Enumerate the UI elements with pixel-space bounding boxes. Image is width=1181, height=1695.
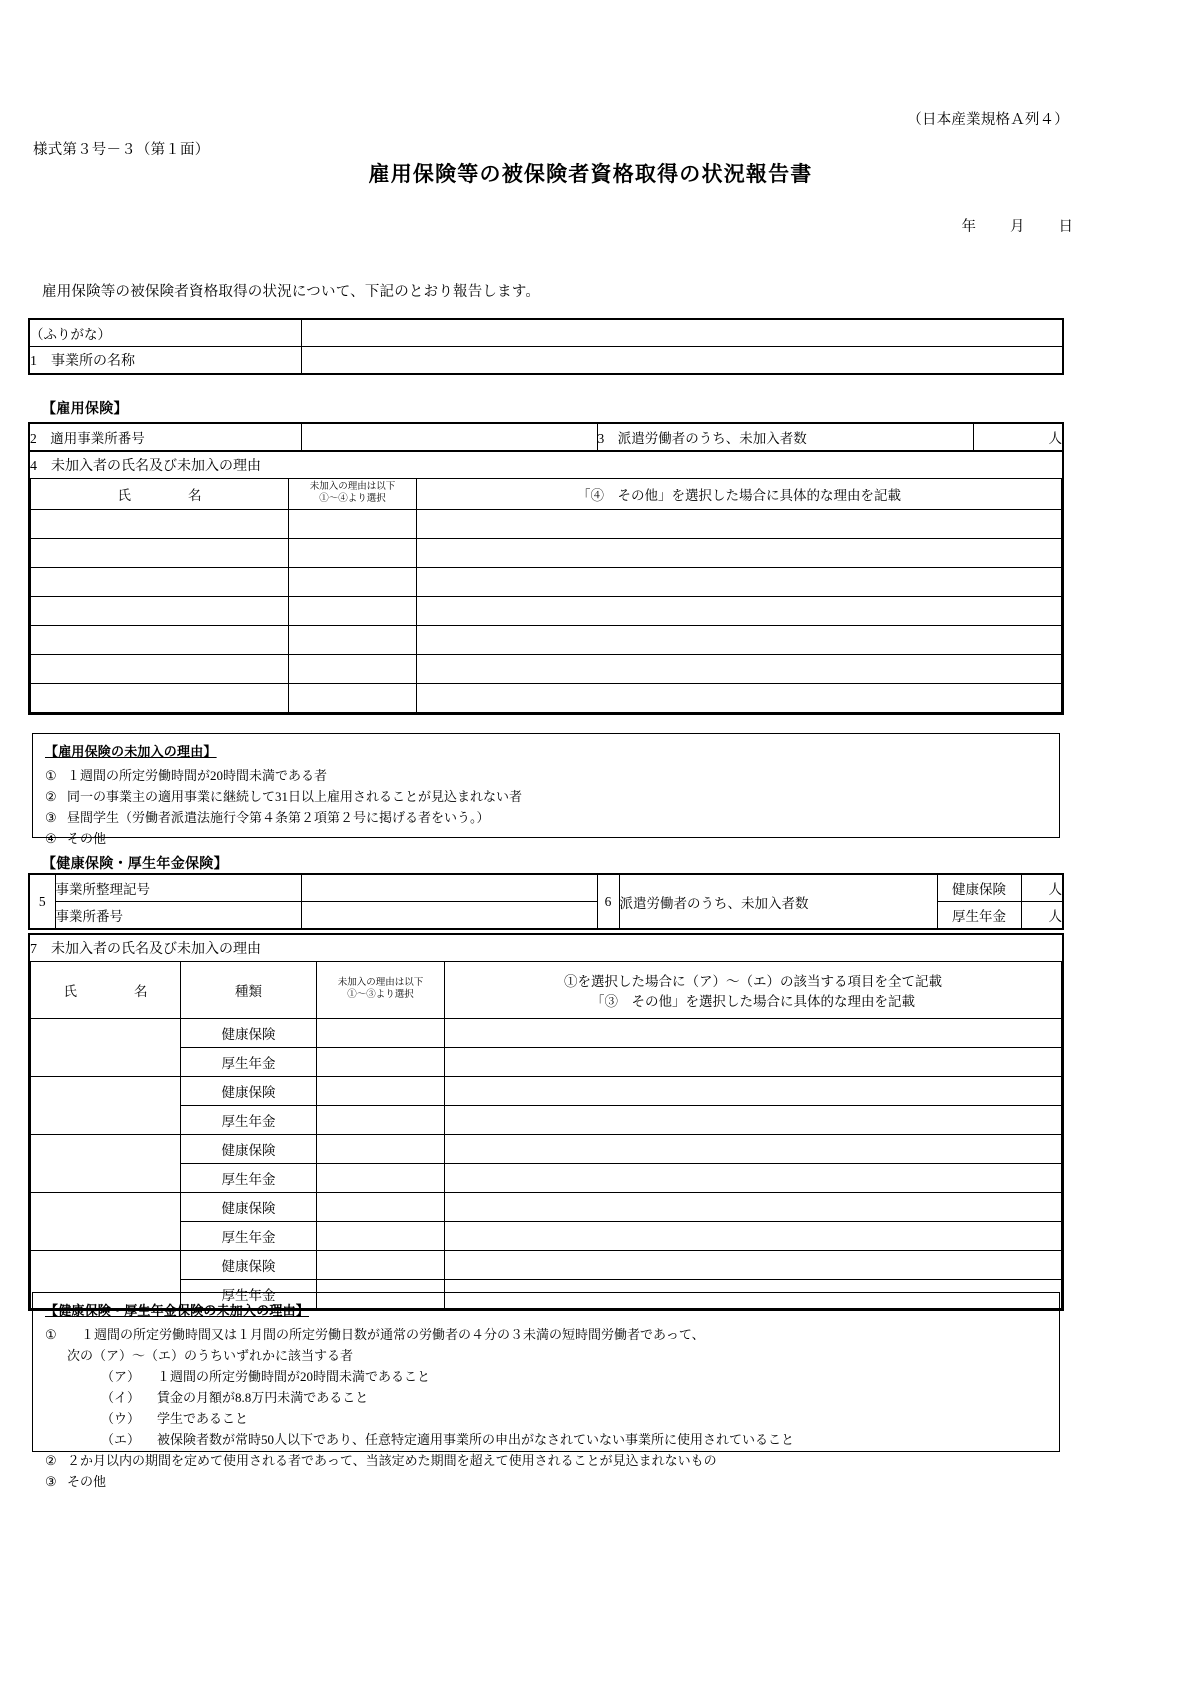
note-text: 次の（ア）～（エ）のうちいずれかに該当する者 — [67, 1348, 354, 1364]
row-name-input[interactable] — [31, 1019, 181, 1077]
note-text: 賃金の月額が8.8万円未満であること — [157, 1390, 369, 1406]
header-detail-line1: ①を選択した場合に（ア）～（エ）の該当する項目を全て記載 — [564, 974, 942, 989]
row-type-kosei: 厚生年金 — [181, 1280, 317, 1309]
item4-label: 4 未加入者の氏名及び未加入の理由 — [30, 459, 261, 474]
item5-number: 5 — [29, 874, 55, 929]
table-row — [31, 1222, 1062, 1251]
row-reason-input[interactable] — [289, 626, 417, 655]
note-text: １週間の所定労働時間が20時間未満であること — [157, 1369, 431, 1385]
row-detail-input[interactable] — [417, 597, 1062, 626]
note-text: １週間の所定労働時間又は１月間の所定労働日数が通常の労働者の４分の３未満の短時間労働者であって、 — [81, 1327, 705, 1342]
row-kosei-detail-input[interactable] — [445, 1222, 1062, 1251]
note-marker: （ウ） — [101, 1411, 141, 1427]
item5-seiri-input[interactable] — [301, 874, 597, 902]
note-item — [45, 1345, 1047, 1366]
health-pension-reasons-note — [32, 1292, 1060, 1490]
header-detail: 「④ その他」を選択した場合に具体的な理由を記載 — [417, 479, 1062, 510]
note-item — [45, 1429, 1047, 1450]
note-text: 昼間学生（労働者派遣法施行令第４条第２項第２号に掲げる者をいう。） — [67, 810, 490, 826]
row-kosei-reason-input[interactable] — [317, 1106, 445, 1135]
header-name: 氏 名 — [31, 962, 181, 1019]
row-type-kenko: 健康保険 — [181, 1019, 317, 1048]
item6-kosei-count-cell[interactable] — [1021, 902, 1063, 930]
row-kosei-reason-input[interactable] — [317, 1048, 445, 1077]
header-reason-code — [317, 962, 445, 1019]
table-row — [31, 1019, 1062, 1048]
row-reason-input[interactable] — [289, 510, 417, 539]
table-row — [31, 1106, 1062, 1135]
item6-kosei-unit: 人 — [1048, 909, 1062, 924]
table-row — [31, 1193, 1062, 1222]
note-marker: ③ — [45, 810, 57, 826]
row-detail-input[interactable] — [417, 684, 1062, 713]
furigana-label: （ふりがな） — [29, 319, 301, 347]
employment-insurance-head-block — [28, 422, 1064, 452]
section-title-health-pension-insurance: 【健康保険・厚生年金保険】 — [42, 857, 228, 872]
note-text: 学生であること — [157, 1411, 249, 1427]
header-reason-code-line2: ①～④より選択 — [319, 494, 386, 504]
row-reason-input[interactable] — [289, 568, 417, 597]
table-row — [31, 1135, 1062, 1164]
table-row — [31, 597, 1062, 626]
table-row — [31, 655, 1062, 684]
item3-label: 3 派遣労働者のうち、未加入者数 — [597, 423, 973, 451]
item2-label: 2 適用事業所番号 — [29, 423, 301, 451]
row-detail-input[interactable] — [417, 655, 1062, 684]
form-number: 様式第３号－３（第１面） — [33, 142, 210, 158]
row-name-input[interactable] — [31, 1077, 181, 1135]
note-marker: ① — [45, 1327, 57, 1342]
row-kenko-reason-input[interactable] — [317, 1251, 445, 1280]
note-marker: （エ） — [101, 1432, 141, 1448]
row-kosei-reason-input[interactable] — [317, 1222, 445, 1251]
row-name-input[interactable] — [31, 568, 289, 597]
row-name-input[interactable] — [31, 626, 289, 655]
note-marker: ③ — [45, 1474, 57, 1490]
note-marker: ② — [45, 789, 57, 805]
row-name-input[interactable] — [31, 510, 289, 539]
health-pension-table — [30, 961, 1062, 1309]
row-type-kosei: 厚生年金 — [181, 1222, 317, 1251]
table-row — [31, 626, 1062, 655]
item3-count-cell[interactable] — [973, 423, 1063, 451]
header-type: 種類 — [181, 962, 317, 1019]
row-reason-input[interactable] — [289, 684, 417, 713]
table-row — [31, 510, 1062, 539]
item5-label-bangou: 事業所番号 — [55, 902, 301, 930]
item6-kosei-label: 厚生年金 — [937, 902, 1021, 930]
item6-kenko-count-cell[interactable] — [1021, 874, 1063, 902]
establishment-name-label: 1 事業所の名称 — [29, 347, 301, 375]
row-type-kenko: 健康保険 — [181, 1193, 317, 1222]
row-reason-input[interactable] — [289, 597, 417, 626]
header-reason-code — [289, 479, 417, 510]
row-kosei-detail-input[interactable] — [445, 1164, 1062, 1193]
note-text: 同一の事業主の適用事業に継続して31日以上雇用されることが見込まれない者 — [67, 789, 523, 805]
header-reason-code-line1: 未加入の理由は以下 — [309, 482, 396, 493]
row-kenko-reason-input[interactable] — [317, 1019, 445, 1048]
note-item — [45, 765, 1047, 786]
date-day-label: 日 — [1058, 219, 1073, 235]
row-name-input[interactable] — [31, 655, 289, 684]
establishment-name-block — [28, 318, 1064, 375]
row-kenko-detail-input[interactable] — [445, 1077, 1062, 1106]
employment-insurance-reasons-note — [32, 733, 1060, 847]
row-reason-input[interactable] — [289, 539, 417, 568]
row-detail-input[interactable] — [417, 510, 1062, 539]
header-detail — [445, 962, 1062, 1019]
row-detail-input[interactable] — [417, 568, 1062, 597]
note-text: 被保険者数が常時50人以下であり、任意特定適用事業所の申出がなされていない事業所に使用されていること — [157, 1432, 795, 1448]
establishment-name-input[interactable] — [301, 347, 1063, 375]
note-item — [45, 1408, 1047, 1429]
note-marker: （イ） — [101, 1390, 141, 1406]
row-type-kosei: 厚生年金 — [181, 1164, 317, 1193]
row-kenko-reason-input[interactable] — [317, 1193, 445, 1222]
row-kenko-detail-input[interactable] — [445, 1193, 1062, 1222]
notes-title: 【健康保険・厚生年金保険の未加入の理由】 — [45, 1303, 310, 1318]
item6-number: 6 — [597, 874, 619, 929]
row-name-input[interactable] — [31, 1193, 181, 1251]
row-kenko-reason-input[interactable] — [317, 1135, 445, 1164]
row-kenko-detail-input[interactable] — [445, 1251, 1062, 1280]
note-item — [45, 1471, 1047, 1492]
row-detail-input[interactable] — [417, 539, 1062, 568]
item2-office-number-input[interactable] — [301, 423, 597, 451]
note-item — [45, 1324, 1047, 1345]
note-marker: （ア） — [101, 1369, 141, 1385]
row-type-kenko: 健康保険 — [181, 1077, 317, 1106]
row-detail-input[interactable] — [417, 626, 1062, 655]
note-item — [45, 807, 1047, 828]
item6-kenko-label: 健康保険 — [937, 874, 1021, 902]
table-row — [31, 684, 1062, 713]
page-title: 雇用保険等の被保険者資格取得の状況報告書 — [368, 162, 813, 186]
row-name-input[interactable] — [31, 539, 289, 568]
note-item — [45, 1450, 1047, 1471]
row-kosei-detail-input[interactable] — [445, 1048, 1062, 1077]
jis-paper-size-note: （日本産業規格Ａ列４） — [907, 112, 1069, 128]
table-row — [31, 1048, 1062, 1077]
item5-bangou-input[interactable] — [301, 902, 597, 930]
intro-statement: 雇用保険等の被保険者資格取得の状況について、下記のとおり報告します。 — [42, 284, 541, 300]
note-marker: ④ — [45, 831, 57, 847]
row-name-input[interactable] — [31, 597, 289, 626]
header-reason-code-line2: ①～③より選択 — [347, 990, 414, 1000]
header-reason-code-line1: 未加入の理由は以下 — [337, 978, 424, 989]
note-item — [45, 1366, 1047, 1387]
header-name: 氏 名 — [31, 479, 289, 510]
date-year-label: 年 — [961, 219, 976, 235]
table-row — [31, 1164, 1062, 1193]
row-name-input[interactable] — [31, 684, 289, 713]
table-row — [31, 1251, 1062, 1280]
row-kenko-detail-input[interactable] — [445, 1019, 1062, 1048]
table-row — [31, 539, 1062, 568]
note-text: １週間の所定労働時間が20時間未満である者 — [67, 768, 328, 783]
table-row — [31, 568, 1062, 597]
row-kosei-detail-input[interactable] — [445, 1106, 1062, 1135]
row-kenko-reason-input[interactable] — [317, 1077, 445, 1106]
header-detail-line2: 「③ その他」を選択した場合に具体的な理由を記載 — [591, 994, 915, 1009]
note-item — [45, 828, 1047, 849]
table-header-row — [31, 962, 1062, 1019]
row-kosei-reason-input[interactable] — [317, 1164, 445, 1193]
item3-unit-label: 人 — [1048, 431, 1062, 446]
date-entry-line — [962, 215, 1074, 236]
item6-kenko-unit: 人 — [1048, 882, 1062, 897]
employment-insurance-table — [30, 478, 1062, 713]
row-reason-input[interactable] — [289, 655, 417, 684]
note-text: その他 — [67, 1474, 107, 1490]
row-name-input[interactable] — [31, 1135, 181, 1193]
note-marker: ① — [45, 768, 57, 783]
notes-title: 【雇用保険の未加入の理由】 — [45, 744, 217, 759]
row-type-kosei: 厚生年金 — [181, 1106, 317, 1135]
item5-label-seiri: 事業所整理記号 — [55, 874, 301, 902]
date-month-label: 月 — [1010, 219, 1025, 235]
row-type-kenko: 健康保険 — [181, 1135, 317, 1164]
item6-label: 派遣労働者のうち、未加入者数 — [619, 874, 937, 929]
table-row — [31, 1077, 1062, 1106]
table-header-row — [31, 479, 1062, 510]
row-type-kosei: 厚生年金 — [181, 1048, 317, 1077]
row-type-kenko: 健康保険 — [181, 1251, 317, 1280]
health-pension-detail-block — [28, 933, 1064, 1311]
note-text: ２か月以内の期間を定めて使用される者であって、当該定めた期間を超えて使用されることが見込まれないもの — [67, 1453, 717, 1469]
note-text: その他 — [67, 831, 107, 847]
health-pension-head-block — [28, 873, 1064, 930]
employment-insurance-detail-block — [28, 450, 1064, 715]
note-item — [45, 786, 1047, 807]
item7-label: 7 未加入者の氏名及び未加入の理由 — [30, 942, 261, 957]
row-kenko-detail-input[interactable] — [445, 1135, 1062, 1164]
note-marker: ② — [45, 1453, 57, 1469]
note-item — [45, 1387, 1047, 1408]
section-title-employment-insurance: 【雇用保険】 — [42, 402, 128, 417]
furigana-input[interactable] — [301, 319, 1063, 347]
